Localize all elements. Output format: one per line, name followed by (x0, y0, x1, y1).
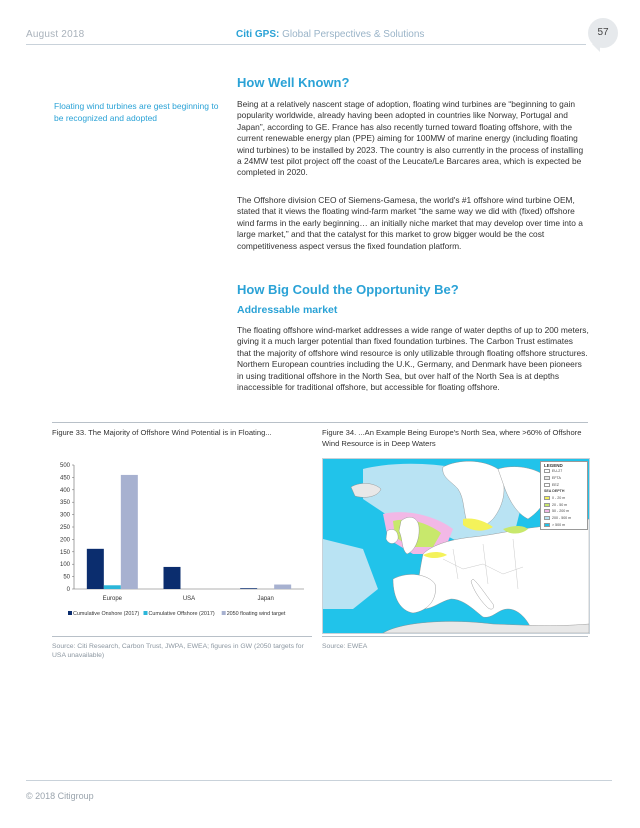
legend-swatch (544, 523, 550, 527)
section-opportunity (237, 282, 589, 297)
legend-swatch (544, 483, 550, 487)
legend-title: LEGEND (544, 463, 563, 468)
legend-label: SEA DEPTH (544, 489, 565, 494)
section-how-well-known (237, 75, 589, 90)
x-tick-label: Japan (257, 596, 274, 602)
y-tick-label: 400 (59, 487, 70, 494)
legend-row (541, 481, 587, 488)
legend-swatch (544, 476, 550, 480)
legend-swatch (544, 509, 550, 513)
y-tick-label: 500 (59, 463, 70, 469)
header-series-title (236, 29, 424, 40)
legend-row (541, 501, 587, 508)
bar-japan-0 (240, 588, 257, 589)
figure33-bottom-divider (52, 636, 312, 637)
speech-tail-icon (592, 44, 600, 52)
y-tick-label: 350 (59, 500, 70, 507)
legend-swatch (544, 496, 550, 500)
legend-swatch (144, 611, 148, 615)
legend-swatch (544, 469, 550, 473)
footer-divider (26, 780, 612, 781)
figure33-source: Source: Citi Research, Carbon Trust, JWPA, EWEA; figures in GW (2050 targets for USA unavailable) (52, 643, 304, 659)
legend-label: > 500 m (552, 522, 566, 527)
footer-copyright: © 2018 Citigroup (26, 791, 94, 801)
legend-label: EEZ (552, 482, 559, 487)
y-tick-label: 450 (59, 475, 70, 482)
legend-label: 200 - 500 m (552, 516, 572, 521)
y-tick-label: 250 (59, 525, 70, 531)
legend-label: 50 - 200 m (552, 509, 570, 514)
section-heading: How Well Known? (237, 75, 350, 90)
figure34-bottom-divider (322, 636, 588, 637)
legend-swatch (68, 611, 72, 615)
legend-row (541, 475, 587, 482)
legend-swatch (222, 611, 226, 615)
legend-label: 20 - 50 m (552, 502, 568, 507)
legend-row (541, 468, 587, 475)
map-legend (540, 461, 588, 530)
paragraph: The floating offshore wind-market addresses a wide range of water depths of up to 200 meters, giving it a much larger potential than fixed foundation turbines. The Carbon Trust estimates that the majority of offshore wind resource is only utilizable through floating offshore structures. Northern European countries including the U.K., Germany, and Denmark have been pioneers in using traditional offshore in the North Sea, but over half of the North Sea is at depths inaccessible for traditional offshore, but accessible for floating offshore. (237, 325, 589, 393)
bar-europe-0 (87, 549, 104, 589)
y-tick-label: 0 (66, 587, 70, 593)
paragraph: The Offshore division CEO of Siemens-Gamesa, the world's #1 offshore wind turbine OEM, stated that it views the floating wind-farm market “the same way we did with (fixed) offshore wind farms in the early beginning… an initially niche market that may develop over time into a large market,” and that the catalyst for this market to grow bigger would be the cost competitiveness aspect versus the fixed foundation platform. (237, 195, 583, 251)
subsection-heading: Addressable market (237, 304, 338, 316)
page-number-badge (588, 18, 620, 50)
legend-row (541, 508, 587, 515)
legend-row (541, 522, 587, 529)
bar-japan-2 (274, 585, 291, 589)
section-heading: How Big Could the Opportunity Be? (237, 282, 459, 297)
paragraph: Being at a relatively nascent stage of adoption, floating wind turbines are “beginning to gain popularity worldwide, already having been adopted in countries like Norway, Portugal and Japan”, according to GE. France has also recently turned toward floating offshore, with the current renewable energy plan (PPE) aiming for 100MW of marine energy (including floating wind turbines) to be installed by 2023. The country is also currently in the process of installing a 24MW test pilot project off the coast of the Leucate/Le Barcares area, which is expected be completed in 2020. (237, 99, 584, 178)
legend-swatch (544, 503, 550, 507)
y-tick-label: 200 (59, 537, 70, 544)
x-tick-label: USA (182, 596, 196, 602)
legend-label: 2050 floating wind target (226, 611, 286, 617)
x-tick-label: Europe (102, 596, 123, 602)
legend-label: EFTA (552, 476, 561, 481)
legend-row (541, 495, 587, 502)
page-number: 57 (588, 18, 618, 48)
header-series-name: Global Perspectives & Solutions (279, 29, 425, 40)
y-tick-label: 100 (59, 562, 70, 569)
legend-row (541, 515, 587, 522)
figure34-caption: Figure 34. ...An Example Being Europe's North Sea, where >60% of Offshore Wind Resource is in Deep Waters (322, 428, 582, 448)
bar-europe-1 (104, 585, 121, 589)
bar-europe-2 (121, 475, 138, 589)
legend-label: 0 - 20 m (552, 496, 566, 501)
header-divider (26, 44, 586, 45)
y-tick-label: 300 (59, 512, 70, 519)
y-tick-label: 50 (63, 574, 70, 581)
legend-swatch (544, 516, 550, 520)
margin-note: Floating wind turbines are gest beginning to be recognized and adopted (54, 101, 219, 123)
legend-label: Cumulative Offshore (2017) (148, 611, 215, 617)
legend-label: Cumulative Onshore (2017) (73, 611, 140, 617)
legend-row (541, 488, 587, 495)
figure33-bar-chart (52, 455, 314, 625)
legend-label: EU-27 (552, 469, 563, 474)
figure-top-divider (52, 422, 588, 423)
figure34-source: Source: EWEA (322, 643, 368, 650)
figure33-caption: Figure 33. The Majority of Offshore Wind Potential is in Floating... (52, 428, 272, 437)
y-tick-label: 150 (59, 549, 70, 556)
bar-usa-0 (164, 567, 181, 589)
header-date: August 2018 (26, 29, 85, 40)
header-brand: Citi GPS: (236, 29, 280, 40)
